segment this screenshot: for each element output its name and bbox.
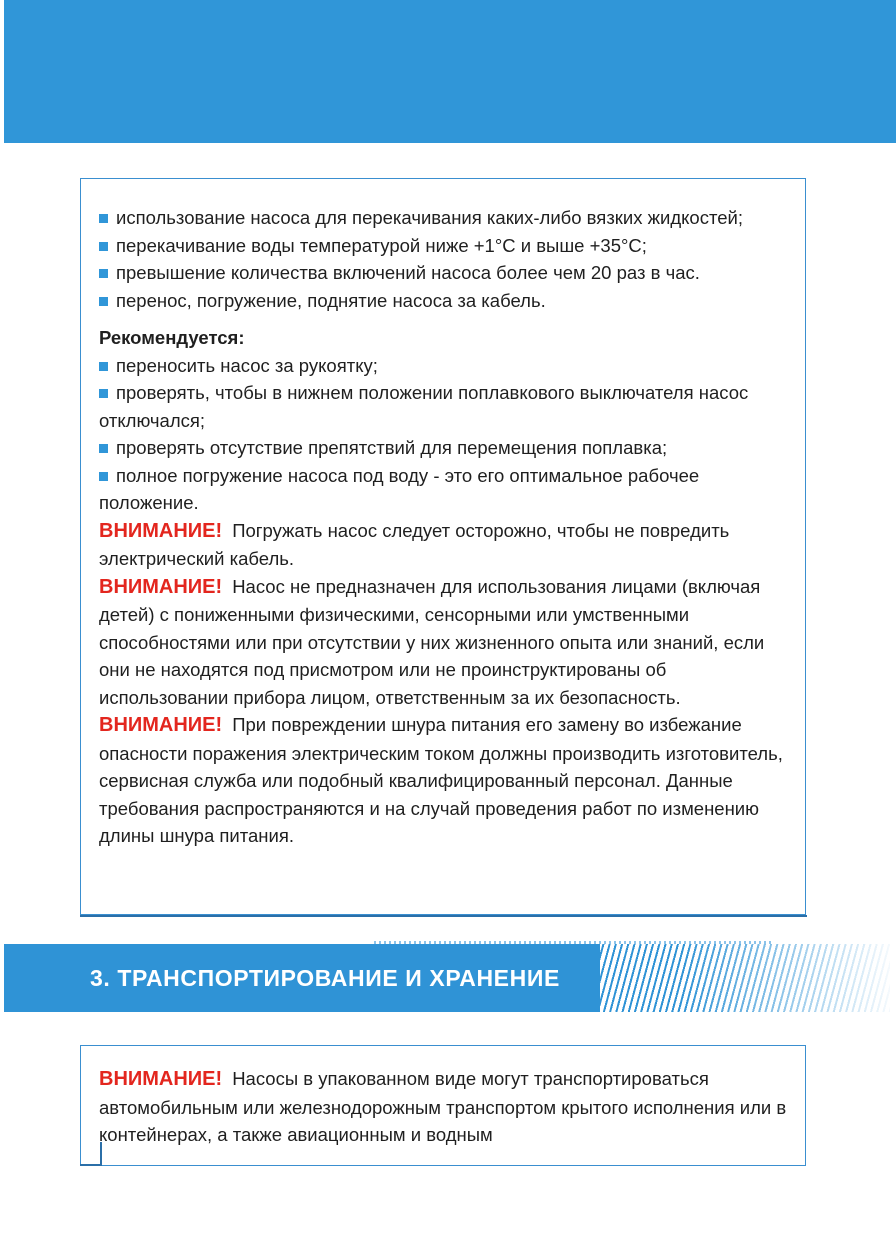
warning-label: ВНИМАНИЕ! <box>99 714 223 736</box>
list-item: перенос, погружение, поднятие насоса за кабель. <box>99 287 789 315</box>
warning-paragraph <box>99 517 789 573</box>
bullet-icon <box>99 242 108 251</box>
bullet-icon <box>99 269 108 278</box>
bullet-icon <box>99 389 108 398</box>
bullet-icon <box>99 472 108 481</box>
bullet-icon <box>99 444 108 453</box>
bullet-icon <box>99 214 108 223</box>
bullet-icon <box>99 362 108 371</box>
warning-label: ВНИМАНИЕ! <box>99 575 223 598</box>
list-item: проверять, чтобы в нижнем положении поплавкового выключателя насос отключался; <box>99 382 749 431</box>
warning-text: Погружать насос следует осторожно, чтобы не повредить электрический кабель. <box>99 519 730 569</box>
list-item: полное погружение насоса под воду - это его оптимальное рабочее положение. <box>99 464 700 513</box>
section-stripes-decoration <box>590 944 890 1012</box>
warning-text: При повреждении шнура питания его замену во избежание опасности поражения электрическим током должны производить изготовитель, сервисная служба или подобный квалифицированный персонал. Данные требования распространяются и на случай проведения работ по изменению длины шнура питания. <box>99 714 783 846</box>
box2-content <box>99 1065 789 1149</box>
warning-text: Насосы в упакованном виде могут транспортироваться автомобильным или железнодорожным транспортом крытого исполнения или в контейнерах, а также авиационным и водным <box>99 1068 787 1145</box>
warning-paragraph <box>99 573 789 712</box>
list-item: превышение количества включений насоса более чем 20 раз в час. <box>99 259 789 287</box>
warning-paragraph <box>99 711 789 850</box>
section-title: 3. ТРАНСПОРТИРОВАНИЕ И ХРАНЕНИЕ <box>90 965 560 991</box>
warning-paragraph <box>99 1065 789 1149</box>
section-header <box>4 944 896 1012</box>
warning-text: Насос не предназначен для использования лицами (включая детей) с пониженными физическими, сенсорными или умственными способностями или при отсутствии у них жизненного опыта или знаний, если они не находятся под присмотром или не проинструктированы об использовании прибора лицом, ответственным за их безопасность. <box>99 575 765 708</box>
warning-label: ВНИМАНИЕ! <box>99 519 223 542</box>
box1-content <box>99 204 789 850</box>
warning-label: ВНИМАНИЕ! <box>99 1068 223 1090</box>
header-band <box>4 0 896 143</box>
bullet-icon <box>99 297 108 306</box>
recommend-heading: Рекомендуется: <box>99 327 245 348</box>
list-item: перекачивание воды температурой ниже +1°С и выше +35°С; <box>99 232 789 260</box>
list-item: проверять отсутствие препятствий для перемещения поплавка; <box>99 434 789 462</box>
list-item: переносить насос за рукоятку; <box>99 352 789 380</box>
list-item: использование насоса для перекачивания каких-либо вязких жидкостей; <box>99 204 789 232</box>
